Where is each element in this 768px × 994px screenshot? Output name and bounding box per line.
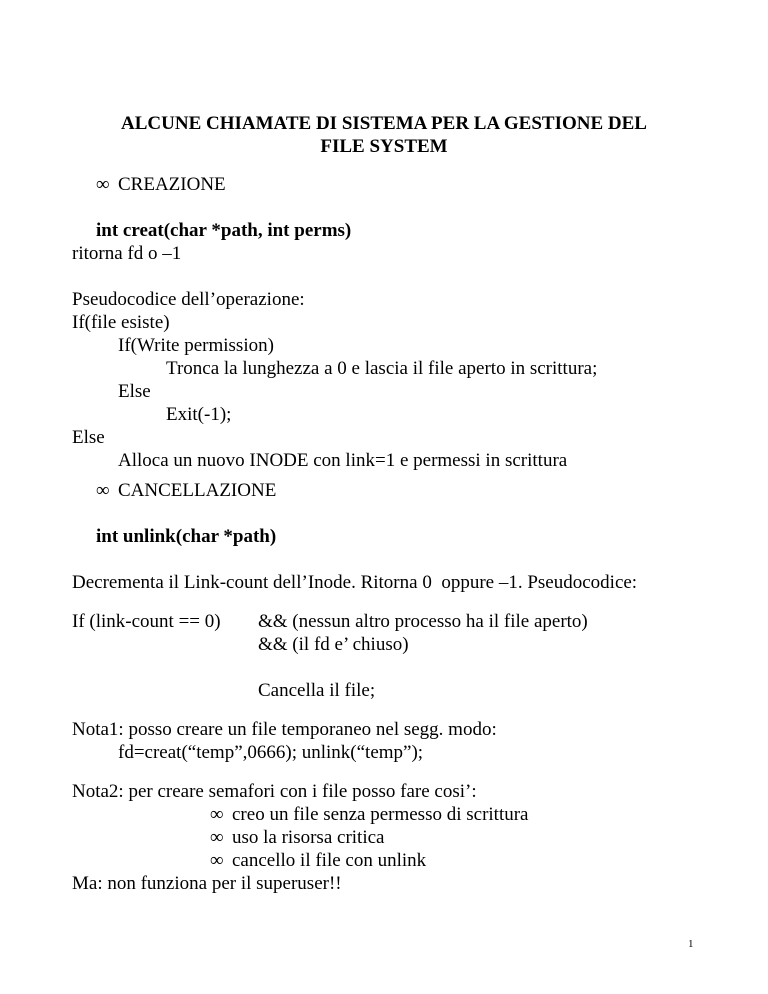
bullet-infinity-icon: ∞ [210, 804, 224, 825]
nota1-line2: fd=creat(“temp”,0666); unlink(“temp”); [118, 742, 424, 763]
document-title-line2: FILE SYSTEM [320, 136, 448, 157]
code-line-5: Exit(-1); [166, 404, 232, 425]
nota2-item: cancello il file con unlink [232, 850, 427, 871]
nota2-item: uso la risorsa critica [232, 827, 385, 848]
page-number: 1 [688, 938, 694, 950]
pseudocode-intro: Pseudocodice dell’operazione: [72, 289, 305, 310]
nota2-conclusion: Ma: non funziona per il superuser!! [72, 873, 342, 894]
nota1-line1: Nota1: posso creare un file temporaneo nel segg. modo: [72, 719, 497, 740]
code-line-3: Tronca la lunghezza a 0 e lascia il file aperto in scrittura; [166, 358, 598, 379]
unlink-condition-1: If (link-count == 0) [72, 611, 221, 632]
unlink-signature: int unlink(char *path) [96, 526, 277, 547]
code-line-4: Else [118, 381, 151, 402]
unlink-action: Cancella il file; [258, 680, 376, 701]
bullet-infinity-icon: ∞ [210, 850, 224, 871]
document-title-line1: ALCUNE CHIAMATE DI SISTEMA PER LA GESTIONE DEL [121, 113, 647, 134]
bullet-infinity-icon: ∞ [96, 174, 110, 195]
unlink-condition-2: && (nessun altro processo ha il file aperto) [258, 611, 588, 632]
section-heading-cancellazione: CANCELLAZIONE [118, 480, 277, 501]
unlink-description: Decrementa il Link-count dell’Inode. Ritorna 0 oppure –1. Pseudocodice: [72, 572, 638, 593]
code-line-7: Alloca un nuovo INODE con link=1 e permessi in scrittura [118, 450, 568, 471]
unlink-condition-3: && (il fd e’ chiuso) [258, 634, 409, 655]
code-line-2: If(Write permission) [118, 335, 274, 356]
code-line-6: Else [72, 427, 105, 448]
bullet-infinity-icon: ∞ [96, 480, 110, 501]
nota2-intro: Nota2: per creare semafori con i file posso fare cosi’: [72, 781, 477, 802]
section-heading-creazione: CREAZIONE [118, 174, 226, 195]
creat-signature: int creat(char *path, int perms) [96, 220, 352, 241]
code-line-1: If(file esiste) [72, 312, 170, 333]
creat-return-text: ritorna fd o –1 [72, 243, 182, 264]
bullet-infinity-icon: ∞ [210, 827, 224, 848]
nota2-item: creo un file senza permesso di scrittura [232, 804, 529, 825]
